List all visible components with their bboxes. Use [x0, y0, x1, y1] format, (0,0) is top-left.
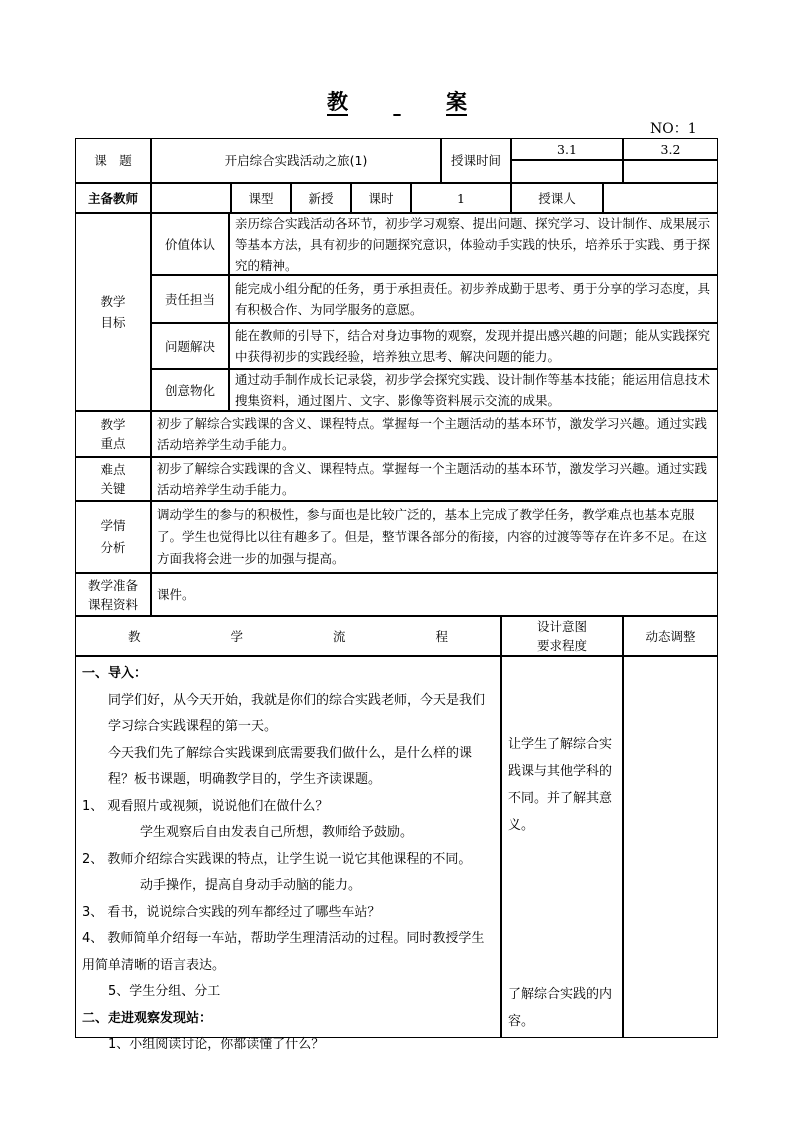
lecturer-label: 授课人 [511, 183, 603, 213]
goal-text-creativity: 通过动手制作成长记录袋，初步学会探究实践、设计制作等基本技能；能运用信息技术搜集资料，通过图片、文字、影像等资料展示交流的成果。 [229, 369, 718, 411]
topic-value: 开启综合实践活动之旅(1) [151, 138, 441, 183]
key-points-label: 教学 重点 [75, 411, 151, 457]
class-time-a-blank [511, 160, 623, 183]
list-item: 4、 教师简单介绍每一车站，帮助学生理清活动的过程。同时教授学生用简单清晰的语言表达。 [82, 931, 485, 973]
goal-name-value: 价值体认 [151, 213, 229, 275]
lecturer-value [603, 183, 718, 213]
analysis-label: 学情 分析 [75, 501, 151, 573]
goal-text-value: 亲历综合实践活动各环节，初步学习观察、提出问题、探究学习、设计制作、成果展示等基本方法，具有初步的问题探究意识，体验动手实践的快乐，培养乐于实践、勇于探究的精神。 [229, 213, 718, 275]
list-item-detail: 动手操作，提高自身动手动脑的能力。 [140, 878, 362, 893]
list-item: 3、 看书，说说综合实践的列车都经过了哪些车站？ [82, 904, 381, 920]
class-time-a: 3.1 [511, 138, 623, 160]
document-number: NO：1 [650, 121, 697, 137]
title-char-left: 教 [327, 89, 348, 114]
goal-name-problem-solving: 问题解决 [151, 323, 229, 369]
list-item-detail: 学生观察后自由发表自己所想，教师给予鼓励。 [140, 825, 414, 840]
goal-name-creativity: 创意物化 [151, 369, 229, 411]
section-observe-title: 二、走进观察发现站： [82, 1010, 213, 1026]
analysis-text: 调动学生的参与的积极性，参与面也是比较广泛的，基本上完成了教学任务，教学难点也基本克服了。学生也觉得比以往有趣多了。但是，整节课各部分的衔接，内容的过渡等等存在许多不足。在这方面我将会进一步的加强与提高。 [151, 501, 718, 573]
list-item: 2、 教师介绍综合实践课的特点，让学生说一说它其他课程的不同。 [82, 851, 472, 867]
list-item: 1、 观看照片或视频，说说他们在做什么？ [82, 798, 329, 814]
hours-value: 1 [411, 183, 511, 213]
lesson-type-label: 课型 [231, 183, 291, 213]
design-note-intro: 让学生了解综合实践课与其他学科的不同。并了解其意义。 [508, 737, 613, 833]
title-char-right: 案 [446, 89, 467, 114]
design-note-observe: 了解综合实践的内容。 [508, 987, 613, 1029]
list-item: 5、学生分组、分工 [108, 984, 221, 999]
lead-teacher-value [151, 183, 231, 213]
class-time-b-blank [623, 160, 718, 183]
goal-text-problem-solving: 能在教师的引导下，结合对身边事物的观察，发现并提出感兴趣的问题；能从实践探究中获得初步的实践经验，培养独立思考、解决问题的能力。 [229, 323, 718, 369]
document-title [0, 86, 794, 116]
paragraph: 今天我们先了解综合实践课到底需要我们做什么，是什么样的课程？板书课题，明确教学目的，学生齐读课题。 [108, 745, 473, 787]
flow-header: 教 学 流 程 [75, 616, 501, 656]
dynamic-adjust-column [623, 656, 718, 1038]
goal-text-responsibility: 能完成小组分配的任务，勇于承担责任。初步养成勤于思考、勇于分享的学习态度，具有积极合作、为同学服务的意愿。 [229, 275, 718, 323]
lesson-type-value: 新授 [291, 183, 351, 213]
goals-label: 教学 目标 [75, 213, 151, 411]
key-points-text: 初步了解综合实践课的含义、课程特点。掌握每一个主题活动的基本环节，激发学习兴趣。通过实践活动培养学生动手能力。 [151, 411, 718, 457]
prep-label: 教学准备 课程资料 [75, 573, 151, 616]
dynamic-adjust-header: 动态调整 [623, 616, 718, 656]
teaching-flow-content [75, 656, 501, 1052]
design-intent-header: 设计意图 要求程度 [501, 616, 623, 656]
hours-label: 课时 [351, 183, 411, 213]
difficulties-label: 难点 关键 [75, 457, 151, 501]
class-time-b: 3.2 [623, 138, 718, 160]
paragraph: 同学们好，从今天开始，我就是你们的综合实践老师，今天是我们学习综合实践课程的第一天。 [108, 692, 486, 734]
goal-name-responsibility: 责任担当 [151, 275, 229, 323]
lead-teacher-label: 主备教师 [75, 183, 151, 213]
lesson-plan-table [75, 138, 718, 1052]
topic-label: 课 题 [75, 138, 151, 183]
prep-text: 课件。 [151, 573, 718, 616]
section-intro-title: 一、导入： [82, 666, 148, 681]
difficulties-text: 初步了解综合实践课的含义、课程特点。掌握每一个主题活动的基本环节，激发学习兴趣。通过实践活动培养学生动手能力。 [151, 457, 718, 501]
list-item: 1、小组阅读讨论，你都读懂了什么？ [108, 1037, 325, 1052]
design-intent-column [501, 656, 623, 1038]
class-time-label: 授课时间 [441, 138, 511, 183]
